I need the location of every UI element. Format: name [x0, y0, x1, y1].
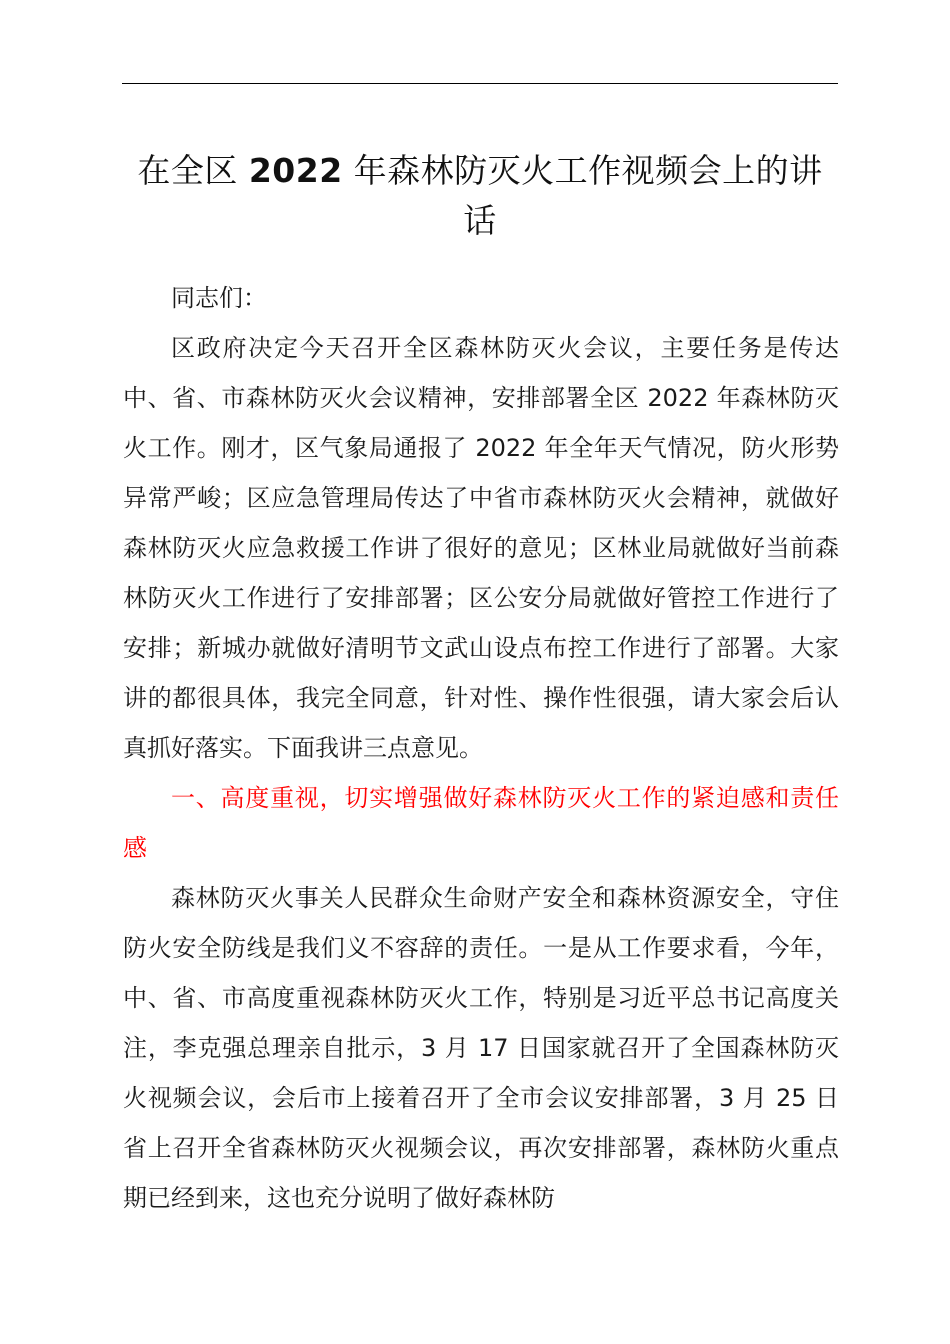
document-title	[122, 146, 838, 246]
header-rule	[122, 83, 838, 84]
paragraph-1: 区政府决定今天召开全区森林防灭火会议，主要任务是传达中、省、市森林防灭火会议精神，安排部署全区 2022 年森林防灭火工作。刚才，区气象局通报了 2022 年全年天气情况，防火形势异常严峻；区应急管理局传达了中省市森林防灭火会精神，就做好森林防灭火应急救援工作讲了很好的意见；区林业局就做好当前森林防灭火工作进行了安排部署；区公安分局就做好管控工作进行了安排；新城办就做好清明节文武山设点布控工作进行了部署。大家讲的都很具体，我完全同意，针对性、操作性很强，请大家会后认真抓好落实。下面我讲三点意见。	[123, 334, 839, 762]
salutation: 同志们：	[171, 284, 267, 312]
section-1-heading: 一、高度重视，切实增强做好森林防灭火工作的紧迫感和责任感	[123, 784, 839, 862]
title-year: 2022	[248, 151, 343, 190]
document-body	[123, 273, 839, 1223]
title-prefix: 在全区	[137, 151, 238, 190]
title-suffix: 年森林防灭火工作视频会上的讲话	[353, 151, 823, 240]
paragraph-2: 森林防灭火事关人民群众生命财产安全和森林资源安全，守住防火安全防线是我们义不容辞的责任。一是从工作要求看，今年，中、省、市高度重视森林防灭火工作，特别是习近平总书记高度关注，李克强总理亲自批示，3 月 17 日国家就召开了全国森林防灭火视频会议，会后市上接着召开了全市会议安排部署，3 月 25 日省上召开全省森林防灭火视频会议，再次安排部署，森林防火重点期已经到来，这也充分说明了做好森林防	[123, 884, 839, 1212]
